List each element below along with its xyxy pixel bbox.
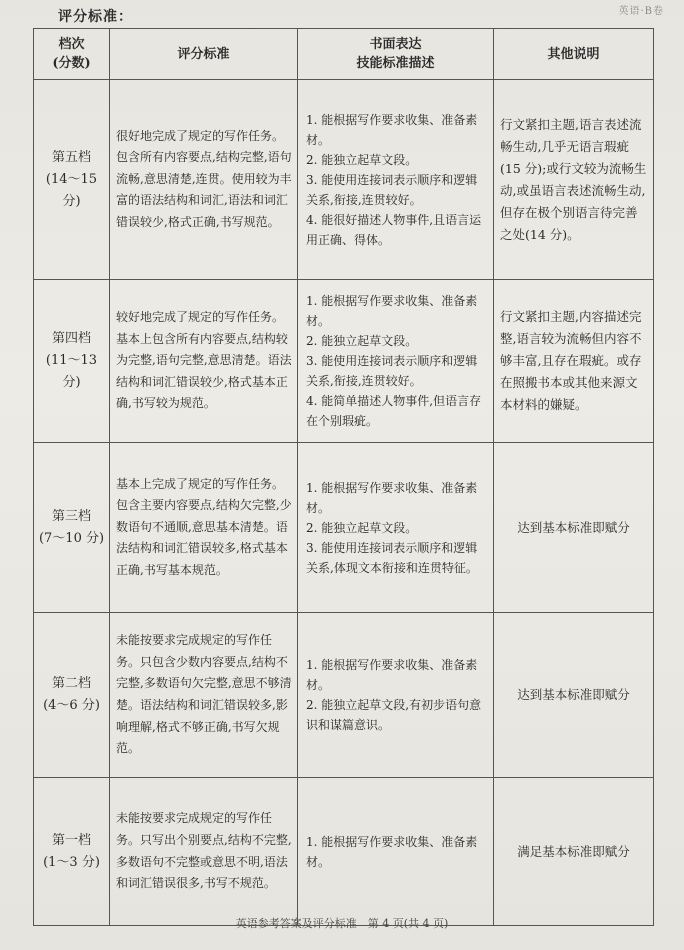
col-header-grade xyxy=(34,29,110,80)
skills-cell xyxy=(298,443,494,613)
col-header-grade-text: 档次 (分数) xyxy=(52,37,91,71)
skill-item: 2. 能独立起草文段,有初步语句意识和谋篇意识。 xyxy=(306,698,482,732)
rubric-body xyxy=(34,80,654,926)
col-header-notes xyxy=(494,29,654,80)
skills-cell xyxy=(298,80,494,280)
criteria-cell: 较好地完成了规定的写作任务。基本上包含所有内容要点,结构较为完整,语句完整,意思清楚。语法结构和词汇错误较少,格式基本正确,书写较为规范。 xyxy=(110,280,298,443)
notes-cell: 满足基本标准即赋分 xyxy=(494,778,654,926)
page-footer: 英语参考答案及评分标准 第 4 页(共 4 页) xyxy=(235,917,449,930)
col-header-criteria-text: 评分标准 xyxy=(177,46,230,62)
skill-item: 2. 能独立起草文段。 xyxy=(306,334,418,348)
skills-cell xyxy=(298,613,494,778)
rubric-row xyxy=(34,778,654,926)
skill-item: 3. 能使用连接词表示顺序和逻辑关系,体现文本衔接和连贯特征。 xyxy=(306,540,478,575)
col-header-skills-text: 书面表达 技能标准描述 xyxy=(356,37,435,71)
grade-cell xyxy=(34,443,110,613)
grade-text: 第三档 (7～10 分) xyxy=(38,508,105,546)
notes-cell: 达到基本标准即赋分 xyxy=(494,443,654,613)
skill-item: 4. 能很好描述人物事件,且语言运用正确、得体。 xyxy=(306,212,482,247)
skill-item: 1. 能根据写作要求收集、准备素材。 xyxy=(306,480,478,515)
col-header-skills xyxy=(298,29,494,80)
header-row xyxy=(34,29,654,80)
skill-item: 1. 能根据写作要求收集、准备素材。 xyxy=(306,112,478,147)
rubric-row xyxy=(34,280,654,443)
notes-cell: 行文紧扣主题,语言表述流畅生动,几乎无语言瑕疵(15 分);或行文较为流畅生动,或虽语言表述流畅生动,但存在极个别语言待完善之处(14 分)。 xyxy=(494,80,654,280)
criteria-cell: 基本上完成了规定的写作任务。包含主要内容要点,结构欠完整,少数语句不通顺,意思基本清楚。语法结构和词汇错误较多,格式基本正确,书写基本规范。 xyxy=(110,443,298,613)
criteria-cell: 很好地完成了规定的写作任务。包含所有内容要点,结构完整,语句流畅,意思清楚,连贯。使用较为丰富的语法结构和词汇,语法和词汇错误较少,格式正确,书写规范。 xyxy=(110,80,298,280)
rubric-table xyxy=(33,28,654,926)
skill-item: 3. 能使用连接词表示顺序和逻辑关系,衔接,连贯较好。 xyxy=(306,354,478,388)
grade-text: 第四档 (11～13 分) xyxy=(45,331,98,390)
col-header-notes-text: 其他说明 xyxy=(547,46,600,62)
grade-text: 第二档 (4～6 分) xyxy=(43,676,100,713)
grade-text: 第一档 (1～3 分) xyxy=(43,832,100,870)
skill-item: 2. 能独立起草文段。 xyxy=(306,520,418,535)
skill-item: 1. 能根据写作要求收集、准备素材。 xyxy=(306,834,478,869)
notes-cell: 行文紧扣主题,内容描述完整,语言较为流畅但内容不够丰富,且存在瑕疵。或存在照搬书本或其他来源文本材料的嫌疑。 xyxy=(494,280,654,443)
criteria-cell: 未能按要求完成规定的写作任务。只包含少数内容要点,结构不完整,多数语句欠完整,意思不够清楚。语法结构和词汇错误较多,影响理解,格式不够正确,书写欠规范。 xyxy=(110,613,298,778)
grade-cell xyxy=(34,280,110,443)
skills-cell xyxy=(298,778,494,926)
skill-item: 1. 能根据写作要求收集、准备素材。 xyxy=(306,294,478,328)
grade-cell xyxy=(34,80,110,280)
criteria-cell: 未能按要求完成规定的写作任务。只写出个别要点,结构不完整,多数语句不完整或意思不明,语法和词汇错误很多,书写不规范。 xyxy=(110,778,298,926)
skill-item: 4. 能简单描述人物事件,但语言存在个别瑕疵。 xyxy=(306,394,482,428)
corner-label: 英语·B卷 xyxy=(618,6,664,17)
skill-item: 3. 能使用连接词表示顺序和逻辑关系,衔接,连贯较好。 xyxy=(306,172,478,207)
col-header-criteria xyxy=(110,29,298,80)
rubric-row xyxy=(34,613,654,778)
notes-cell: 达到基本标准即赋分 xyxy=(494,613,654,778)
skill-item: 2. 能独立起草文段。 xyxy=(306,152,418,167)
rubric-row xyxy=(34,80,654,280)
rubric-row xyxy=(34,443,654,613)
skill-item: 1. 能根据写作要求收集、准备素材。 xyxy=(306,658,478,692)
page-heading: 评分标准： xyxy=(58,9,133,25)
skills-cell xyxy=(298,280,494,443)
grade-cell xyxy=(34,778,110,926)
grade-text: 第五档 (14～15 分) xyxy=(45,149,98,209)
grade-cell xyxy=(34,613,110,778)
